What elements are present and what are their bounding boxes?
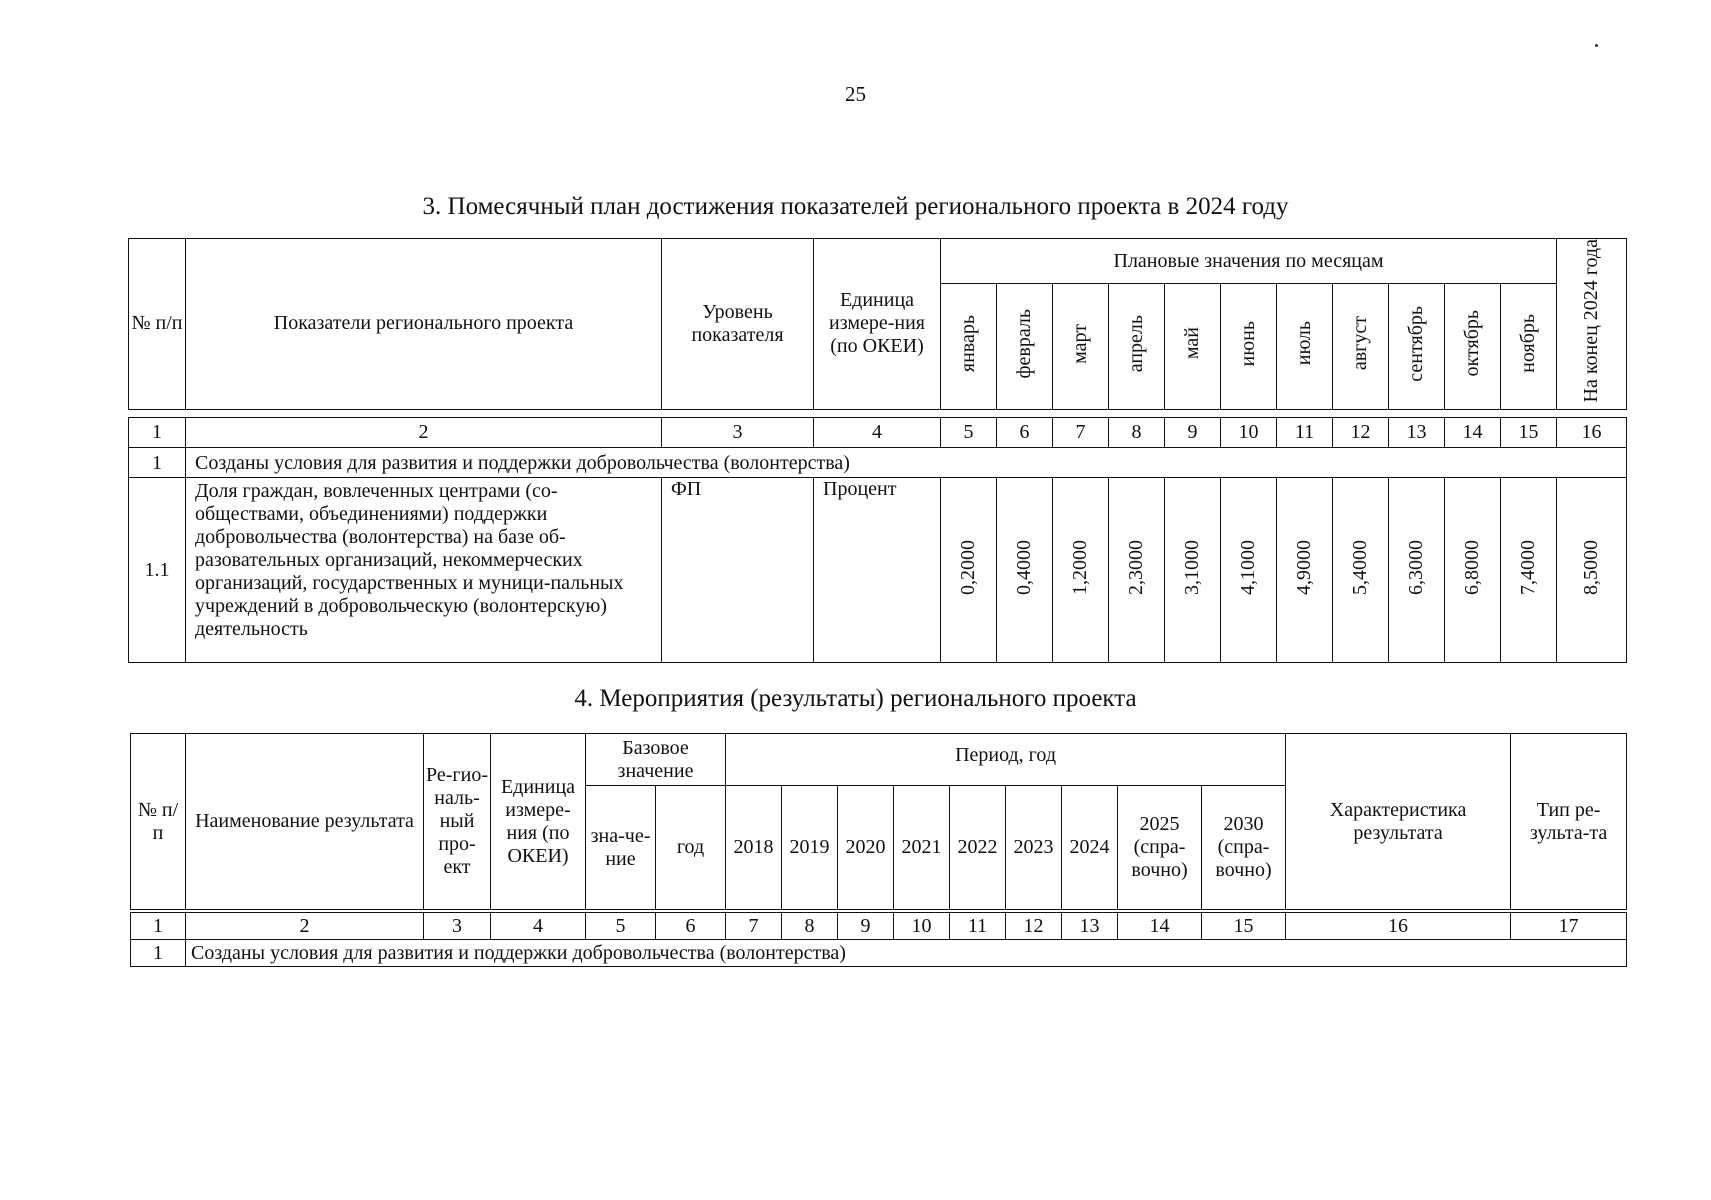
col-number: 16 [1286,913,1511,940]
section-4-header-table [130,733,1627,910]
col-number: 17 [1511,913,1627,940]
header-month: февраль [997,284,1053,409]
month-value: 4,1000 [1221,478,1277,663]
indicator-level: ФП [662,478,814,663]
month-value: 4,9000 [1277,478,1333,663]
col-number: 5 [586,913,656,940]
header-year: 2023 [1006,786,1062,910]
col-number: 2 [186,913,424,940]
col-number: 15 [1501,418,1557,448]
col-number: 14 [1118,913,1202,940]
col-number: 6 [997,418,1053,448]
col-number: 11 [1277,418,1333,448]
month-value: 0,2000 [941,478,997,663]
col-number: 3 [424,913,491,940]
header-level: Уровень показателя [662,239,814,410]
end-of-year-value: 8,5000 [1557,478,1627,663]
col-number: 12 [1006,913,1062,940]
col-number: 14 [1445,418,1501,448]
col-number: 2 [186,418,662,448]
col-number: 13 [1062,913,1118,940]
header-month: июнь [1221,284,1277,409]
section-row [131,940,1627,967]
table-row [129,478,1627,663]
header-result-name: Наименование результата [186,734,424,910]
header-year: 2021 [894,786,950,910]
col-number: 3 [662,418,814,448]
header-base-year: год [656,786,726,910]
column-number-row [129,418,1627,448]
month-value: 0,4000 [997,478,1053,663]
col-number: 7 [726,913,782,940]
scan-mark [1595,44,1598,47]
column-number-row [131,913,1627,940]
header-type: Тип ре-зульта-та [1511,734,1627,910]
section-row-text: Созданы условия для развития и поддержки добровольчества (волонтерства) [186,940,1627,967]
col-number: 10 [1221,418,1277,448]
col-number: 6 [656,913,726,940]
col-number: 9 [1165,418,1221,448]
section-row-num: 1 [131,940,186,967]
col-number: 7 [1053,418,1109,448]
col-number: 5 [941,418,997,448]
header-year-2025: 2025 (спра-вочно) [1118,786,1202,910]
header-base-value-value: зна-че-ние [586,786,656,910]
header-month: июль [1277,284,1333,409]
header-regional-project: Ре-гио-наль-ный про-ект [424,734,491,910]
header-month: август [1333,284,1389,409]
header-month: март [1053,284,1109,409]
header-planned-values: Плановые значения по месяцам [941,239,1557,284]
section-row-text: Созданы условия для развития и поддержки добровольчества (волонтерства) [186,448,1627,478]
section-row-num: 1 [129,448,186,478]
section-3-body-table [128,417,1627,663]
month-value: 3,1000 [1165,478,1221,663]
month-value: 2,3000 [1109,478,1165,663]
section-3-title: 3. Помесячный план достижения показателей регионального проекта в 2024 году [422,193,1289,220]
col-number: 9 [838,913,894,940]
header-year: 2019 [782,786,838,910]
indicator-unit: Процент [814,478,941,663]
header-month: апрель [1109,284,1165,409]
header-unit: Единица измере-ния (по ОКЕИ) [491,734,586,910]
col-number: 1 [129,418,186,448]
section-4-body-table [130,912,1627,967]
header-unit: Единица измере-ния (по ОКЕИ) [814,239,941,410]
col-number: 8 [782,913,838,940]
header-num: № п/п [129,239,186,410]
header-year: 2024 [1062,786,1118,910]
header-month: сентябрь [1389,284,1445,409]
header-month: октябрь [1445,284,1501,409]
month-value: 6,3000 [1389,478,1445,663]
month-value: 7,4000 [1501,478,1557,663]
header-indicator: Показатели регионального проекта [186,239,662,410]
header-year: 2022 [950,786,1006,910]
header-num: № п/п [131,734,186,910]
col-number: 4 [491,913,586,940]
header-month: май [1165,284,1221,409]
col-number: 12 [1333,418,1389,448]
header-characteristic: Характеристика результата [1286,734,1511,910]
month-value: 1,2000 [1053,478,1109,663]
header-period: Период, год [726,734,1286,786]
section-3-header-table [128,238,1627,410]
col-number: 10 [894,913,950,940]
header-base-value: Базовое значение [586,734,726,786]
header-year-2030: 2030 (спра-вочно) [1202,786,1286,910]
month-value: 5,4000 [1333,478,1389,663]
col-number: 1 [131,913,186,940]
indicator-name: Доля граждан, вовлеченных центрами (со-обществами, объединениями) поддержки добровольчества (волонтерства) на базе об-разовательных организаций, некоммерческих организаций, государственных и муници-пальных учреждений в добровольческую (волонтерскую) деятельность [186,478,662,663]
page-number: 25 [845,82,866,106]
col-number: 11 [950,913,1006,940]
section-row [129,448,1627,478]
header-year: 2018 [726,786,782,910]
header-end-of-year: На конец 2024 года [1557,239,1627,410]
col-number: 13 [1389,418,1445,448]
col-number: 16 [1557,418,1627,448]
header-month: ноябрь [1501,284,1557,409]
header-month: январь [941,284,997,409]
col-number: 4 [814,418,941,448]
col-number: 15 [1202,913,1286,940]
header-year: 2020 [838,786,894,910]
row-num: 1.1 [129,478,186,663]
col-number: 8 [1109,418,1165,448]
section-4-title: 4. Мероприятия (результаты) регионального проекта [574,685,1137,712]
month-value: 6,8000 [1445,478,1501,663]
